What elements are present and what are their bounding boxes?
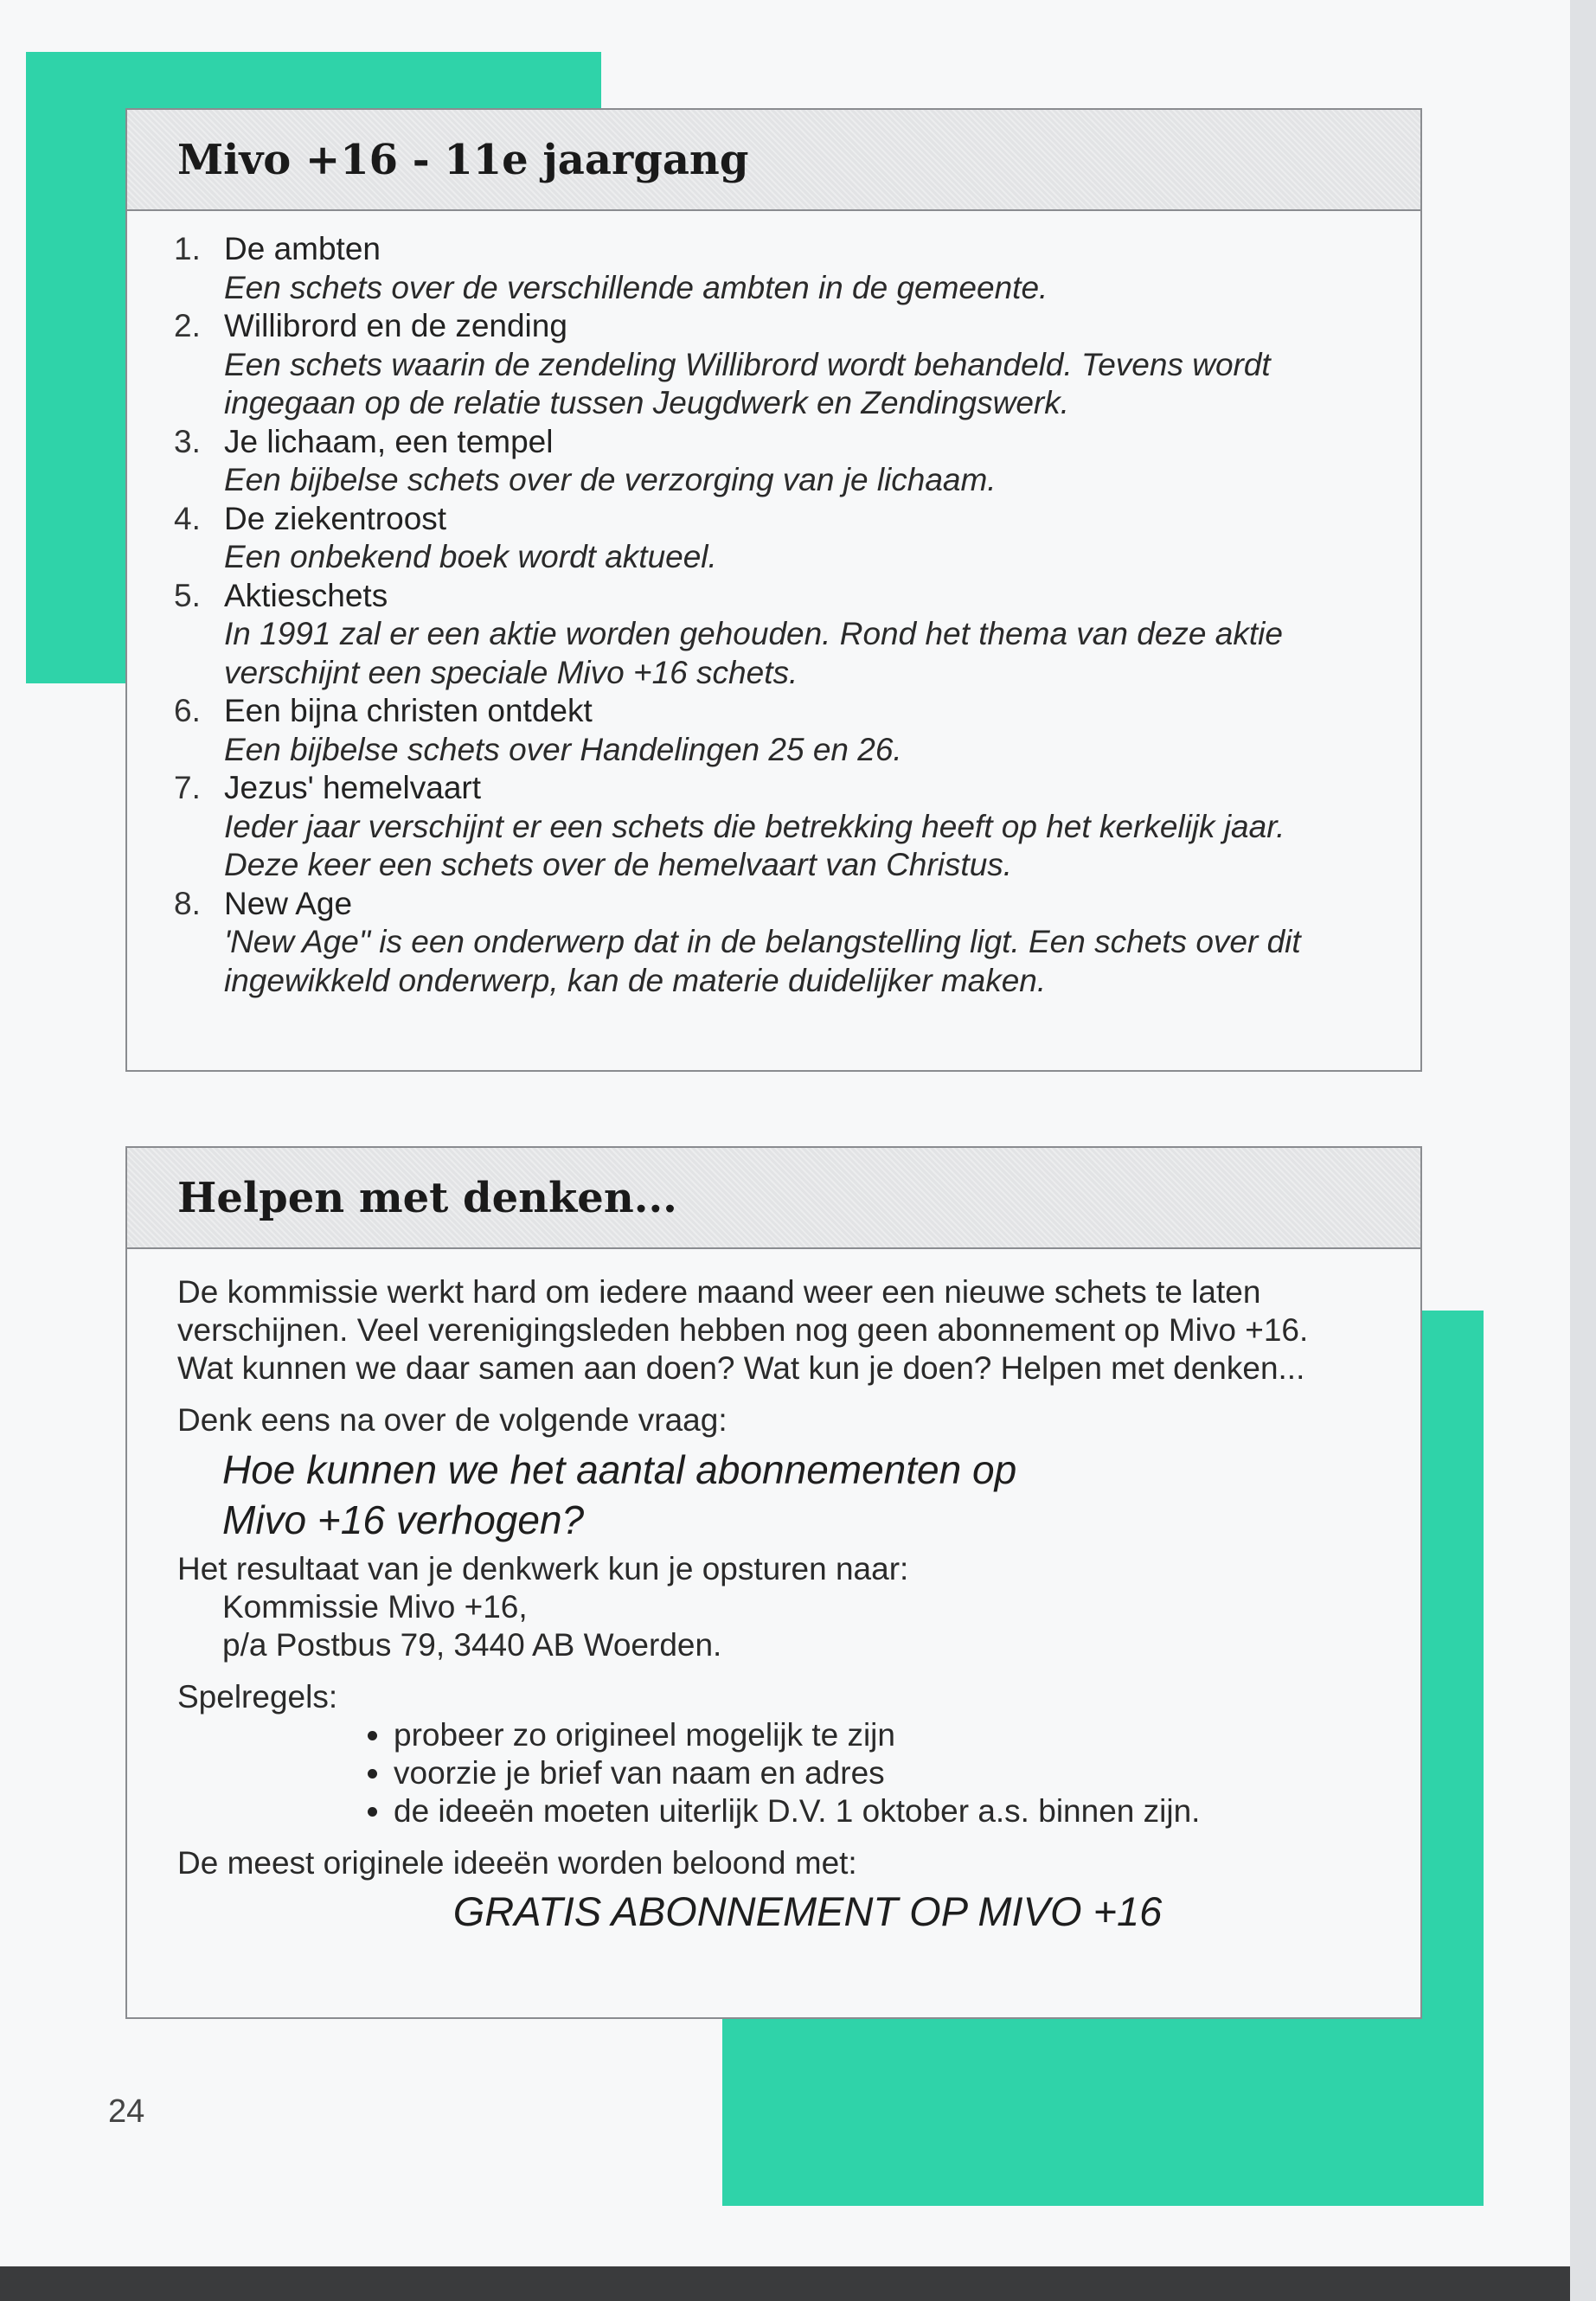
program-box-title: Mivo +16 - 11e jaargang [177, 135, 749, 184]
list-item [174, 577, 1420, 693]
list-item [174, 692, 1420, 769]
item-title: Aktieschets [224, 577, 388, 613]
program-box [125, 108, 1422, 1072]
item-description: Een schets over de verschillende ambten in de gemeente. [224, 269, 1048, 305]
think-along-box-header [127, 1148, 1420, 1249]
send-intro: Het resultaat van je denkwerk kun je opsturen naar: [177, 1551, 909, 1586]
item-description: 'New Age" is een onderwerp dat in de belangstelling ligt. Een schets over dit ingewikkeld onderwerp, kan de materie duidelijker maken. [224, 924, 1301, 998]
address-line: p/a Postbus 79, 3440 AB Woerden. [222, 1627, 722, 1663]
program-list [127, 211, 1420, 1000]
list-item [174, 500, 1420, 577]
item-title: De ziekentroost [224, 500, 447, 536]
rule-item: voorzie je brief van naam en adres [394, 1754, 1368, 1792]
reward-text: GRATIS ABONNEMENT OP MIVO +16 [452, 1888, 1163, 1934]
bottom-edge [0, 2266, 1570, 2301]
question-prompt: Denk eens na over de volgende vraag: [177, 1402, 727, 1438]
item-description: Ieder jaar verschijnt er een schets die betrekking heeft op het kerkelijk jaar. [224, 808, 1285, 844]
think-along-box [125, 1146, 1422, 2019]
item-number: 3. [174, 423, 201, 459]
list-item [174, 230, 1420, 307]
reward-intro: De meest originele ideeën worden beloond met: [177, 1845, 857, 1881]
item-number: 6. [174, 693, 201, 728]
rules-list [177, 1716, 1368, 1830]
item-number: 8. [174, 885, 201, 921]
list-item [174, 307, 1420, 423]
item-number: 1. [174, 231, 201, 266]
item-number: 7. [174, 770, 201, 805]
question-line: Mivo +16 verhogen? [222, 1497, 585, 1542]
item-number: 4. [174, 500, 201, 536]
item-description-extra: Deze keer een schets over de hemelvaart van Christus. [224, 847, 1013, 882]
page-edge [1570, 0, 1596, 2301]
item-number: 2. [174, 308, 201, 343]
item-description: In 1991 zal er een aktie worden gehouden. Rond het thema van deze aktie verschijnt een speciale Mivo +16 schets. [224, 616, 1283, 690]
think-along-body [127, 1249, 1420, 1938]
list-item [174, 769, 1420, 885]
intro-paragraph: De kommissie werkt hard om iedere maand weer een nieuwe schets te laten verschijnen. Veel verenigingsleden hebben nog geen abonnement op Mivo +16. Wat kunnen we daar samen aan doen? Wat kun je doen? Helpen met denken... [177, 1274, 1309, 1386]
list-item [174, 885, 1420, 1001]
item-title: New Age [224, 885, 353, 921]
item-number: 5. [174, 577, 201, 613]
rules-label: Spelregels: [177, 1679, 338, 1715]
rule-item: probeer zo origineel mogelijk te zijn [394, 1716, 1368, 1754]
address-line: Kommissie Mivo +16, [222, 1589, 528, 1625]
page-number: 24 [108, 2093, 145, 2130]
item-description: Een bijbelse schets over de verzorging van je lichaam. [224, 462, 997, 497]
program-box-header [127, 110, 1420, 211]
item-title: De ambten [224, 231, 381, 266]
item-description: Een bijbelse schets over Handelingen 25 en 26. [224, 731, 902, 767]
item-title: Je lichaam, een tempel [224, 423, 554, 459]
rule-item: de ideeën moeten uiterlijk D.V. 1 oktober a.s. binnen zijn. [394, 1792, 1368, 1830]
item-title: Een bijna christen ontdekt [224, 693, 593, 728]
question [177, 1445, 1368, 1545]
think-along-box-title: Helpen met denken... [177, 1173, 677, 1222]
question-line: Hoe kunnen we het aantal abonnementen op [222, 1447, 1017, 1492]
item-description: Een schets waarin de zendeling Willibrord wordt behandeld. Tevens wordt ingegaan op de relatie tussen Jeugdwerk en Zendingswerk. [224, 346, 1271, 420]
item-title: Jezus' hemelvaart [224, 770, 482, 805]
list-item [174, 423, 1420, 500]
item-title: Willibrord en de zending [224, 308, 567, 343]
item-description: Een onbekend boek wordt aktueel. [224, 539, 717, 574]
